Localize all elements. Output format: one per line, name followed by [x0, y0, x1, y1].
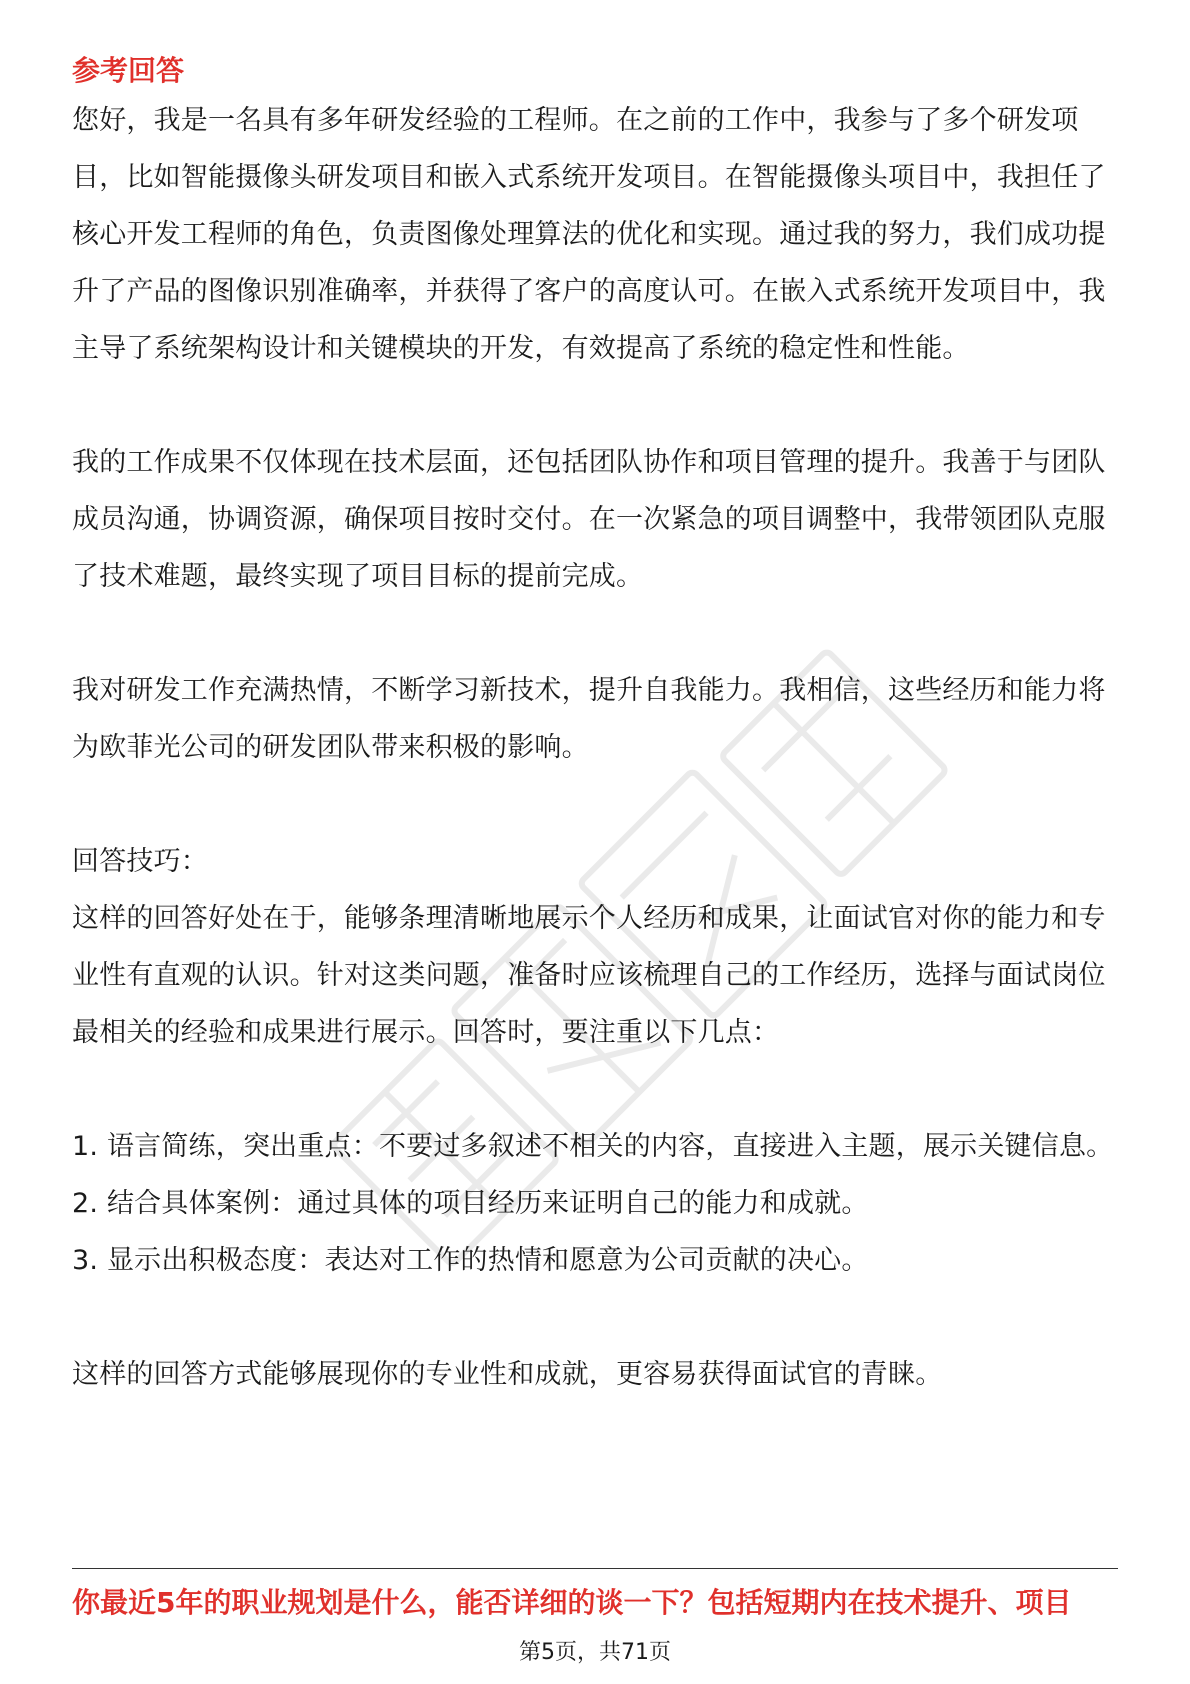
- paragraph-spacer: [72, 377, 1118, 434]
- tips-point-1: 1. 语言简练，突出重点：不要过多叙述不相关的内容，直接进入主题，展示关键信息。: [72, 1131, 1114, 1162]
- tips-heading: 回答技巧：: [72, 846, 208, 877]
- tips-point-3: 3. 显示出积极态度：表达对工作的热情和愿意为公司贡献的决心。: [72, 1245, 869, 1276]
- answer-paragraph-1: 您好，我是一名具有多年研发经验的工程师。在之前的工作中，我参与了多个研发项目，比如智能摄像头研发项目和嵌入式系统开发项目。在智能摄像头项目中，我担任了核心开发工程师的角色，负责图像处理算法的优化和实现。通过我的努力，我们成功提升了产品的图像识别准确率，并获得了客户的高度认可。在嵌入式系统开发项目中，我主导了系统架构设计和关键模块的开发，有效提高了系统的稳定性和性能。: [72, 105, 1106, 364]
- answer-paragraph-3: 我对研发工作充满热情，不断学习新技术，提升自我能力。我相信，这些经历和能力将为欧菲光公司的研发团队带来积极的影响。: [72, 675, 1106, 763]
- section-title: 参考回答: [72, 54, 185, 87]
- paragraph-spacer: [72, 776, 1118, 833]
- tips-conclusion: 这样的回答方式能够展现你的专业性和成就，更容易获得面试官的青睐。: [72, 1359, 943, 1390]
- tips-point-2: 2. 结合具体案例：通过具体的项目经历来证明自己的能力和成就。: [72, 1188, 869, 1219]
- section-divider: [72, 1568, 1118, 1569]
- next-question-title: 你最近5年的职业规划是什么，能否详细的谈一下？包括短期内在技术提升、项目: [72, 1586, 1072, 1619]
- paragraph-spacer: [72, 1289, 1118, 1346]
- tips-intro: 这样的回答好处在于，能够条理清晰地展示个人经历和成果，让面试官对你的能力和专业性有直观的认识。针对这类问题，准备时应该梳理自己的工作经历，选择与面试岗位最相关的经验和成果进行展示。回答时，要注重以下几点：: [72, 903, 1106, 1048]
- paragraph-spacer: [72, 1061, 1118, 1118]
- page-number-footer: 第5页，共71页: [519, 1640, 671, 1665]
- paragraph-spacer: [72, 605, 1118, 662]
- answer-content: [72, 50, 1118, 1403]
- answer-paragraph-2: 我的工作成果不仅体现在技术层面，还包括团队协作和项目管理的提升。我善于与团队成员沟通，协调资源，确保项目按时交付。在一次紧急的项目调整中，我带领团队克服了技术难题，最终实现了项目目标的提前完成。: [72, 447, 1106, 592]
